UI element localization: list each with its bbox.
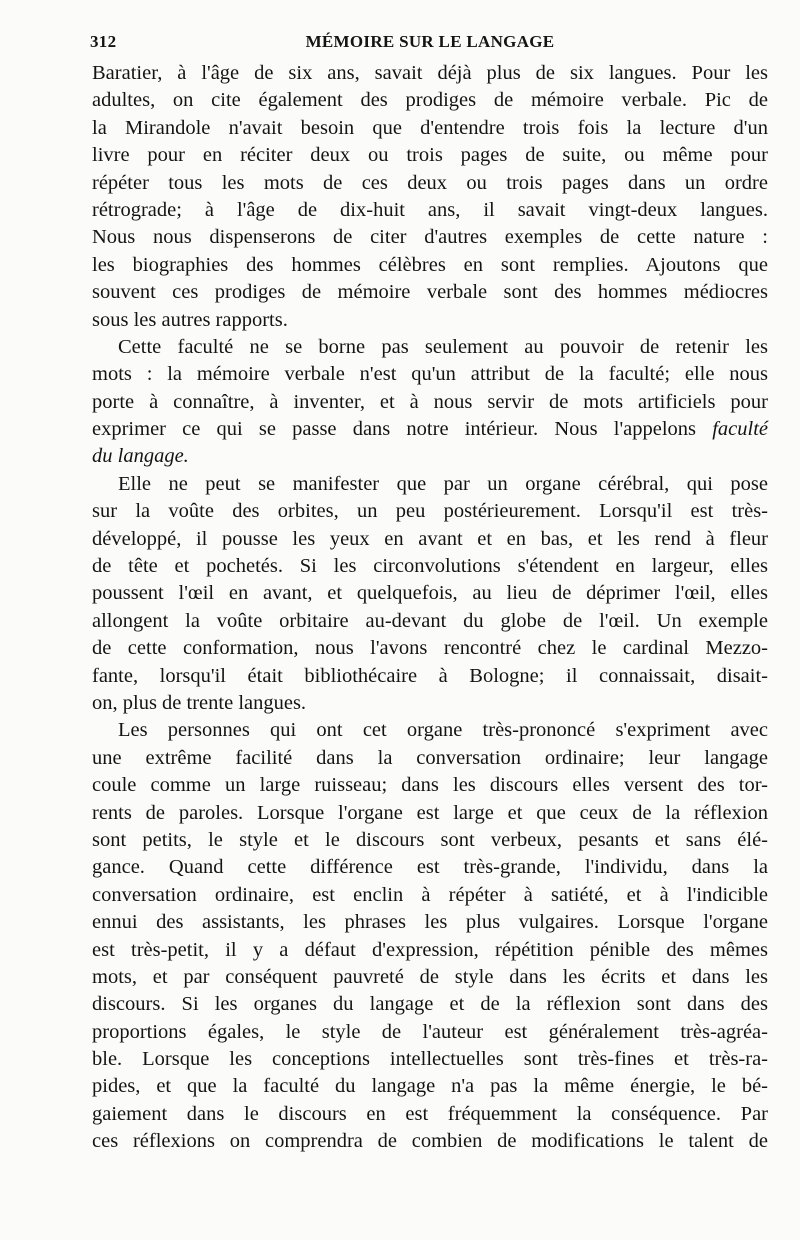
- text-line: porte à connaître, à inventer, et à nous servir de mots artificiels pour: [92, 390, 768, 413]
- text-line: allongent la voûte orbitaire au-devant du globe de l'œil. Un exemple: [92, 609, 768, 632]
- text-line: les biographies des hommes célèbres en sont remplies. Ajoutons que: [92, 253, 768, 276]
- text-line: gance. Quand cette différence est très-grande, l'individu, dans la: [92, 856, 768, 879]
- text-line: ces réflexions on comprendra de combien de modifications le talent de: [92, 1130, 768, 1153]
- text-line: Elle ne peut se manifester que par un organe cérébral, qui pose: [118, 472, 768, 495]
- text-line: fante, lorsqu'il était bibliothécaire à Bologne; il connaissait, disait-: [92, 664, 768, 687]
- italic-term: du langage.: [92, 445, 189, 468]
- text-line: développé, il pousse les yeux en avant et en bas, et les rend à fleur: [92, 527, 768, 550]
- text-line: rétrograde; à l'âge de dix-huit ans, il savait vingt-deux langues.: [92, 198, 768, 221]
- text-line: de cette conformation, nous l'avons rencontré chez le cardinal Mezzo-: [92, 637, 768, 660]
- text-line: on, plus de trente langues.: [92, 691, 307, 714]
- text-line: mots, et par conséquent pauvreté de style dans les écrits et dans les: [92, 965, 768, 988]
- text-line: pides, et que la faculté du langage n'a pas la même énergie, le bé-: [92, 1075, 768, 1098]
- text-line: poussent l'œil en avant, et quelquefois, au lieu de déprimer l'œil, elles: [92, 582, 768, 605]
- text-line: Baratier, à l'âge de six ans, savait déjà plus de six langues. Pour les: [92, 62, 768, 84]
- running-head: [90, 30, 770, 56]
- italic-term: faculté: [712, 418, 768, 441]
- text-line: sous les autres rapports.: [92, 308, 288, 331]
- page-number: 312: [90, 32, 117, 51]
- text-line: la Mirandole n'avait besoin que d'entendre trois fois la lecture d'un: [92, 116, 768, 139]
- text-line: Cette faculté ne se borne pas seulement au pouvoir de retenir les: [118, 335, 768, 358]
- text-line: rents de paroles. Lorsque l'organe est large et que ceux de la réflexion: [92, 801, 768, 824]
- text-line: ennui des assistants, les phrases les plus vulgaires. Lorsque l'organe: [92, 911, 768, 934]
- text-line: souvent ces prodiges de mémoire verbale sont des hommes médiocres: [92, 281, 768, 304]
- running-title: MÉMOIRE SUR LE LANGAGE: [305, 32, 555, 51]
- text-line-with-italic: [92, 416, 768, 443]
- text-line: mots : la mémoire verbale n'est qu'un attribut de la faculté; elle nous: [92, 363, 768, 386]
- text-line: discours. Si les organes du langage et de la réflexion sont dans des: [92, 993, 768, 1016]
- text-line: ble. Lorsque les conceptions intellectuelles sont très-fines et très-ra-: [92, 1048, 768, 1071]
- text-line: adultes, on cite également des prodiges de mémoire verbale. Pic de: [92, 89, 768, 112]
- text-line: coule comme un large ruisseau; dans les discours elles versent des tor-: [92, 774, 768, 797]
- body-text: [92, 60, 768, 1156]
- text-line: une extrême facilité dans la conversation ordinaire; leur langage: [92, 746, 768, 769]
- text-fragment: exprimer ce qui se passe dans notre intérieur. Nous l'appelons: [92, 418, 697, 441]
- text-line: proportions égales, le style de l'auteur est généralement très-agréa-: [92, 1020, 768, 1043]
- text-line: Nous nous dispenserons de citer d'autres exemples de cette nature :: [92, 226, 768, 249]
- text-line: Les personnes qui ont cet organe très-prononcé s'expriment avec: [118, 719, 768, 742]
- text-line: sont petits, le style et le discours sont verbeux, pesants et sans élé-: [92, 828, 768, 851]
- text-line: est très-petit, il y a défaut d'expression, répétition pénible des mêmes: [92, 938, 768, 961]
- text-line: de tête et pochetés. Si les circonvolutions s'étendent en largeur, elles: [92, 555, 768, 578]
- text-line: livre pour en réciter deux ou trois pages de suite, ou même pour: [92, 144, 768, 167]
- text-line: sur la voûte des orbites, un peu postérieurement. Lorsqu'il est très-: [92, 500, 768, 523]
- text-line: gaiement dans le discours en est fréquemment la conséquence. Par: [92, 1102, 768, 1125]
- text-line: conversation ordinaire, est enclin à répéter à satiété, et à l'indicible: [92, 883, 768, 906]
- text-line: répéter tous les mots de ces deux ou trois pages dans un ordre: [92, 171, 768, 194]
- text-line: [92, 443, 768, 470]
